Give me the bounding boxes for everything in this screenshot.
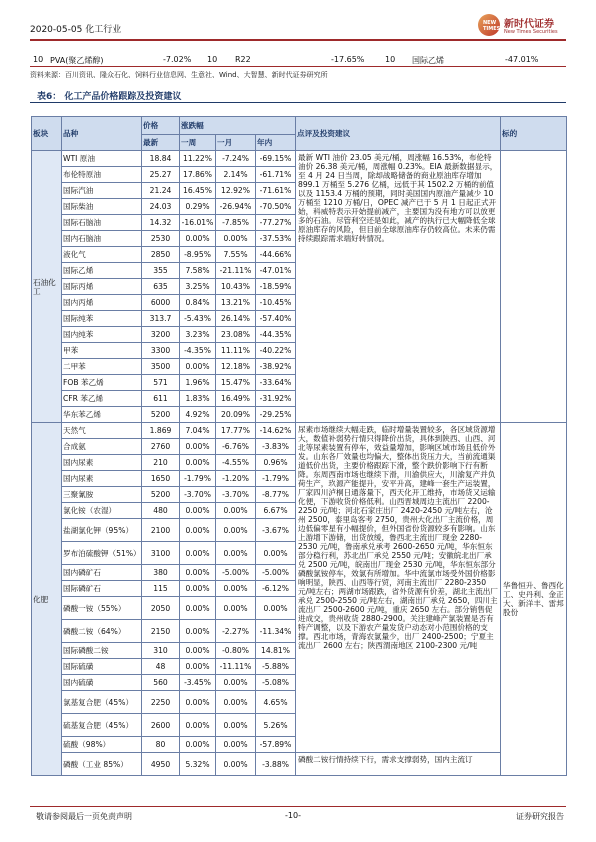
report-date: 2020-05-05: [30, 25, 83, 35]
month-change-cell: 26.14%: [216, 311, 256, 327]
week-change-cell: 1.96%: [180, 375, 216, 391]
month-change-cell: 20.09%: [216, 407, 256, 423]
prev-table-name: PVA(聚乙烯醇): [50, 56, 104, 65]
product-name-cell: 国际丙烯: [62, 279, 142, 295]
price-cell: 25.27: [142, 167, 180, 183]
product-name-cell: 磷酸二铵（64%）: [62, 620, 142, 643]
table-title-divider: [30, 102, 566, 103]
price-cell: 313.7: [142, 311, 180, 327]
col-sector: 板块: [32, 117, 62, 151]
table-row: [32, 151, 567, 167]
prev-table-idx2: 10: [207, 55, 218, 64]
price-tracking-table: [31, 116, 567, 776]
week-change-cell: 4.92%: [180, 407, 216, 423]
product-name-cell: 合成氨: [62, 439, 142, 455]
product-name-cell: 磷酸一铵（55%）: [62, 597, 142, 620]
product-name-cell: 盐湖氯化钾（95%）: [62, 519, 142, 542]
table-body: [32, 151, 567, 776]
target-cell: [501, 151, 567, 423]
footer-report-type: 证券研究报告: [516, 812, 564, 821]
week-change-cell: 1.83%: [180, 391, 216, 407]
month-change-cell: -26.94%: [216, 199, 256, 215]
product-name-cell: 磷酸（工业 85%）: [62, 753, 142, 776]
price-cell: 14.32: [142, 215, 180, 231]
month-change-cell: 13.21%: [216, 295, 256, 311]
product-name-cell: FOB 苯乙烯: [62, 375, 142, 391]
week-change-cell: -3.45%: [180, 675, 216, 691]
year-change-cell: -44.35%: [256, 327, 296, 343]
price-cell: 380: [142, 565, 180, 581]
month-change-cell: -0.80%: [216, 643, 256, 659]
col-comment: 点评及投资建议: [296, 117, 501, 151]
month-change-cell: 0.00%: [216, 581, 256, 597]
footer-divider: [30, 806, 566, 807]
product-name-cell: 国内纯苯: [62, 327, 142, 343]
col-change: 涨跌幅: [180, 117, 296, 135]
header-divider: [30, 39, 566, 41]
product-name-cell: 氯化铵（农湿）: [62, 503, 142, 519]
week-change-cell: 0.00%: [180, 643, 216, 659]
week-change-cell: 0.00%: [180, 542, 216, 565]
price-cell: 2250: [142, 691, 180, 714]
week-change-cell: 0.29%: [180, 199, 216, 215]
product-name-cell: 国内硫磺: [62, 675, 142, 691]
product-name-cell: 甲苯: [62, 343, 142, 359]
week-change-cell: 0.00%: [180, 439, 216, 455]
prev-table-name2: R22: [235, 55, 251, 64]
product-name-cell: 国际汽油: [62, 183, 142, 199]
month-change-cell: -4.55%: [216, 455, 256, 471]
month-change-cell: -21.11%: [216, 263, 256, 279]
product-name-cell: 国内尿素: [62, 455, 142, 471]
product-name-cell: 罗布泊硫酸钾（51%）: [62, 542, 142, 565]
month-change-cell: -5.00%: [216, 565, 256, 581]
col-year: 年内: [256, 135, 296, 151]
week-change-cell: 7.58%: [180, 263, 216, 279]
week-change-cell: 0.00%: [180, 691, 216, 714]
week-change-cell: 16.45%: [180, 183, 216, 199]
year-change-cell: -40.22%: [256, 343, 296, 359]
price-cell: 24.03: [142, 199, 180, 215]
month-change-cell: 12.18%: [216, 359, 256, 375]
year-change-cell: -69.15%: [256, 151, 296, 167]
product-name-cell: 国际柴油: [62, 199, 142, 215]
price-cell: 80: [142, 737, 180, 753]
product-name-cell: 二甲苯: [62, 359, 142, 375]
week-change-cell: 0.00%: [180, 581, 216, 597]
price-cell: 635: [142, 279, 180, 295]
year-change-cell: -57.89%: [256, 737, 296, 753]
year-change-cell: 0.00%: [256, 542, 296, 565]
month-change-cell: -3.70%: [216, 487, 256, 503]
price-cell: 18.84: [142, 151, 180, 167]
price-cell: 3200: [142, 327, 180, 343]
price-cell: 355: [142, 263, 180, 279]
week-change-cell: 3.25%: [180, 279, 216, 295]
col-target: 标的: [501, 117, 567, 151]
year-change-cell: -44.66%: [256, 247, 296, 263]
price-cell: 115: [142, 581, 180, 597]
product-name-cell: 国际纯苯: [62, 311, 142, 327]
price-cell: 48: [142, 659, 180, 675]
month-change-cell: -2.27%: [216, 620, 256, 643]
month-change-cell: 16.49%: [216, 391, 256, 407]
year-change-cell: -3.88%: [256, 753, 296, 776]
month-change-cell: 0.00%: [216, 691, 256, 714]
year-change-cell: -29.25%: [256, 407, 296, 423]
year-change-cell: -5.08%: [256, 675, 296, 691]
year-change-cell: -77.27%: [256, 215, 296, 231]
month-change-cell: 11.11%: [216, 343, 256, 359]
product-name-cell: 国际石脑油: [62, 215, 142, 231]
price-cell: 3500: [142, 359, 180, 375]
year-change-cell: 6.67%: [256, 503, 296, 519]
prev-table-idx: 10: [33, 55, 44, 64]
source-note: 资料来源：百川资讯、隆众石化、饲料行业信息网、生意社、Wind、大智慧、新时代证券研究所: [30, 71, 328, 79]
month-change-cell: 0.00%: [216, 503, 256, 519]
page-number: -10-: [285, 811, 301, 820]
company-logo: [478, 14, 568, 40]
price-cell: 3100: [142, 542, 180, 565]
week-change-cell: -5.43%: [180, 311, 216, 327]
price-cell: 4950: [142, 753, 180, 776]
week-change-cell: -1.79%: [180, 471, 216, 487]
prev-table-name3: 国际乙烯: [412, 56, 444, 65]
year-change-cell: -11.34%: [256, 620, 296, 643]
product-name-cell: 华东苯乙烯: [62, 407, 142, 423]
price-cell: 2530: [142, 231, 180, 247]
prev-table-bottom-line: [30, 66, 566, 67]
col-month: 一月: [216, 135, 256, 151]
month-change-cell: 2.14%: [216, 167, 256, 183]
product-name-cell: CFR 苯乙烯: [62, 391, 142, 407]
month-change-cell: 0.00%: [216, 597, 256, 620]
week-change-cell: 0.00%: [180, 620, 216, 643]
year-change-cell: 4.65%: [256, 691, 296, 714]
year-change-cell: -14.62%: [256, 423, 296, 439]
year-change-cell: -5.00%: [256, 565, 296, 581]
price-cell: 560: [142, 675, 180, 691]
product-name-cell: 国内石脑油: [62, 231, 142, 247]
price-cell: 1.869: [142, 423, 180, 439]
sector-cell: 化肥: [32, 423, 62, 776]
price-cell: 210: [142, 455, 180, 471]
target-cell: 华鲁恒升、鲁西化工、史丹利、金正大、新洋丰、雷邦股份: [501, 423, 567, 776]
year-change-cell: -6.12%: [256, 581, 296, 597]
month-change-cell: 0.00%: [216, 737, 256, 753]
product-name-cell: 国际硫磺: [62, 659, 142, 675]
week-change-cell: -4.35%: [180, 343, 216, 359]
price-cell: 310: [142, 643, 180, 659]
product-name-cell: 天然气: [62, 423, 142, 439]
price-cell: 21.24: [142, 183, 180, 199]
year-change-cell: -5.88%: [256, 659, 296, 675]
year-change-cell: -37.53%: [256, 231, 296, 247]
price-cell: 5200: [142, 487, 180, 503]
month-change-cell: -7.85%: [216, 215, 256, 231]
table-title: 表6： 化工产品价格跟踪及投资建议: [37, 92, 182, 102]
week-change-cell: 0.00%: [180, 359, 216, 375]
month-change-cell: -6.76%: [216, 439, 256, 455]
product-name-cell: 国际乙烯: [62, 263, 142, 279]
month-change-cell: 0.00%: [216, 753, 256, 776]
prev-table-change3: -47.01%: [505, 55, 539, 64]
col-latest: 最新: [142, 135, 180, 151]
product-name-cell: WTI 原油: [62, 151, 142, 167]
price-cell: 571: [142, 375, 180, 391]
year-change-cell: -10.45%: [256, 295, 296, 311]
month-change-cell: 0.00%: [216, 675, 256, 691]
comment-cell-continued: 磷酸二铵行情持续下行，需求支撑弱势，国内主流订: [296, 753, 501, 776]
year-change-cell: -70.50%: [256, 199, 296, 215]
product-name-cell: 硫基复合肥（45%）: [62, 714, 142, 737]
week-change-cell: 0.00%: [180, 659, 216, 675]
logo-name-en: New Times Securities: [504, 29, 558, 35]
month-change-cell: 0.00%: [216, 231, 256, 247]
table-row: [32, 753, 567, 776]
year-change-cell: -61.71%: [256, 167, 296, 183]
month-change-cell: 17.77%: [216, 423, 256, 439]
week-change-cell: 0.00%: [180, 737, 216, 753]
product-name-cell: 三聚氰胺: [62, 487, 142, 503]
week-change-cell: -3.70%: [180, 487, 216, 503]
year-change-cell: 14.81%: [256, 643, 296, 659]
product-name-cell: 国际磷矿石: [62, 581, 142, 597]
week-change-cell: 0.84%: [180, 295, 216, 311]
month-change-cell: 10.43%: [216, 279, 256, 295]
week-change-cell: 0.00%: [180, 455, 216, 471]
year-change-cell: -3.83%: [256, 439, 296, 455]
product-name-cell: 液化气: [62, 247, 142, 263]
year-change-cell: -18.59%: [256, 279, 296, 295]
product-name-cell: 国内尿素: [62, 471, 142, 487]
product-name-cell: 国内丙烯: [62, 295, 142, 311]
price-cell: 1650: [142, 471, 180, 487]
price-cell: 2100: [142, 519, 180, 542]
year-change-cell: -31.92%: [256, 391, 296, 407]
price-cell: 2600: [142, 714, 180, 737]
month-change-cell: -7.24%: [216, 151, 256, 167]
prev-table-change: -7.02%: [163, 55, 192, 64]
price-cell: 2050: [142, 597, 180, 620]
logo-name-cn: 新时代证券: [504, 19, 554, 30]
week-change-cell: 0.00%: [180, 231, 216, 247]
year-change-cell: -38.92%: [256, 359, 296, 375]
year-change-cell: -8.77%: [256, 487, 296, 503]
year-change-cell: 5.26%: [256, 714, 296, 737]
month-change-cell: 15.47%: [216, 375, 256, 391]
price-cell: 5200: [142, 407, 180, 423]
month-change-cell: 0.00%: [216, 542, 256, 565]
report-category: 化工行业: [85, 25, 122, 35]
month-change-cell: -1.20%: [216, 471, 256, 487]
price-cell: 611: [142, 391, 180, 407]
col-week: 一周: [180, 135, 216, 151]
product-name-cell: 氯基复合肥（45%）: [62, 691, 142, 714]
month-change-cell: -11.11%: [216, 659, 256, 675]
price-cell: 6000: [142, 295, 180, 311]
table-row: [32, 423, 567, 439]
header-left: [30, 22, 121, 35]
week-change-cell: 0.00%: [180, 503, 216, 519]
col-product: 品种: [62, 117, 142, 151]
year-change-cell: -1.79%: [256, 471, 296, 487]
month-change-cell: 0.00%: [216, 519, 256, 542]
sector-cell: 石油化工: [32, 151, 62, 423]
product-name-cell: 国内磷矿石: [62, 565, 142, 581]
price-cell: 3300: [142, 343, 180, 359]
week-change-cell: 0.00%: [180, 597, 216, 620]
logo-mark-icon: NEW TIMES: [478, 14, 500, 36]
prev-table-idx3: 10: [385, 55, 396, 64]
month-change-cell: 0.00%: [216, 714, 256, 737]
year-change-cell: -3.67%: [256, 519, 296, 542]
week-change-cell: 5.32%: [180, 753, 216, 776]
month-change-cell: 23.08%: [216, 327, 256, 343]
week-change-cell: 3.23%: [180, 327, 216, 343]
product-name-cell: 国际磷酸二铵: [62, 643, 142, 659]
week-change-cell: 0.00%: [180, 519, 216, 542]
price-cell: 480: [142, 503, 180, 519]
week-change-cell: 7.04%: [180, 423, 216, 439]
year-change-cell: -57.40%: [256, 311, 296, 327]
comment-cell: 最新 WTI 油价 23.05 美元/桶，周涨幅 16.53%，布伦特油价 26.38 美元/桶，周涨幅 0.23%。EIA 最新数据显示，至 4 月 24 日当周，除却战略储备的商业原油库存增加 899.1 万桶至 5.276 亿桶，远低于其 1502.2 万桶的前值以及 1153.4 万桶的预期，同时美国国内原油产量减少 10 万桶至 1210 万桶/日，OPEC 减产已于 5 月 1 日起正式开始，科威特表示开始提前减产，主要国为没有地方可以放更多的石油。尽管利空还是如此，减产的执行已大幅降低全球原油库存的风险，但目前全球原油库存仍较高位。未来仍需持续跟踪需求端好转情况。: [296, 151, 501, 423]
year-change-cell: -71.61%: [256, 183, 296, 199]
year-change-cell: -33.64%: [256, 375, 296, 391]
product-name-cell: 布伦特原油: [62, 167, 142, 183]
week-change-cell: -16.01%: [180, 215, 216, 231]
price-cell: 2150: [142, 620, 180, 643]
week-change-cell: -8.95%: [180, 247, 216, 263]
footer-disclaimer: 敬请参阅最后一页免责声明: [36, 812, 132, 821]
col-price: 价格: [142, 117, 180, 135]
week-change-cell: 17.86%: [180, 167, 216, 183]
year-change-cell: -47.01%: [256, 263, 296, 279]
comment-cell: 尿素市场继续大幅走跌，临时增量装置较多，各区域货源增大，数值补弱势行情只得降价出货，具体到陕西、山西、河北等尿素装置有停车，效益量增加，影响区域市场且低价外发。山东各厂效量也均偏大，整体出货压力大，当前流通渠道低价出货，主要价格跟踪下滑，整个跌价影响下行有断降。东周西南市场也继续下滑，川渝供应大，川渝复产并负荷生产，玖源产能提升，安平升高，建峰一套生产运装置，厂家四川泸桐日通落量下，西天化开工维持，市场货又运输化便，下游收货价格低利。山西晋城周边主流出厂 2200-2250 元/吨；河北石家庄出厂 2420-2450 元/吨左右，沧州 2500，泰里岛客考 2750，贵州大化出厂主流价格，周边低偏零星有小幅提价，但外国省份货源较多有影响。山东上游增下游储，出货放缓，鲁西北主流出厂现金 2280-2530 元/吨，鲁南承兑承考 2600-2650 元/吨，华东恒东部分稳行利，苏北出厂承兑 2550 元/吨；安徽皖北出厂承兑 2500 元/吨，皖南出厂现金 2530 元/吨，华东恒东部分磷酸氯铵停车，效氯有所增加。华中流氯市场受外国价格影响明显，陕西、山西等行贸，河南主流出厂 2280-2350 元/吨左右；两湖市场跟跌，省外货源有价差，湖北主流出厂承兑 2500-2550 元/吨左右，湖南出厂承兑 2650，四川主流出厂 2500-2600 元/吨，重庆 2650 左右。部分销售促进成交，贵州收货 2880-2900。关注建峰产氯装置是否有特产调整，以及下游农产量发货户动态对小范围价格的支撑。西北市场，青海农氯量少，出厂 2400-2500；宁夏主流出厂 2600 左右；陕西渭南地区 2100-2300 元/吨: [296, 423, 501, 753]
product-name-cell: 硫酸（98%）: [62, 737, 142, 753]
week-change-cell: 0.00%: [180, 565, 216, 581]
prev-table-change2: -17.65%: [331, 55, 365, 64]
price-cell: 2760: [142, 439, 180, 455]
year-change-cell: 0.96%: [256, 455, 296, 471]
month-change-cell: 12.92%: [216, 183, 256, 199]
week-change-cell: 11.22%: [180, 151, 216, 167]
year-change-cell: 0.00%: [256, 597, 296, 620]
price-cell: 2850: [142, 247, 180, 263]
month-change-cell: 7.55%: [216, 247, 256, 263]
week-change-cell: 0.00%: [180, 714, 216, 737]
